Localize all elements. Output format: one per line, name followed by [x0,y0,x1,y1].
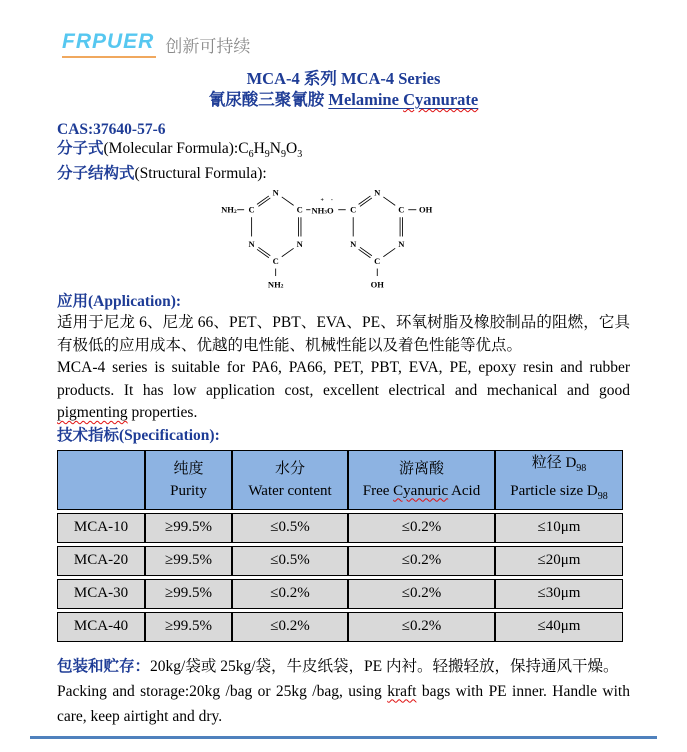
spec-value-cell: ≤20μm [495,546,623,576]
spec-header-empty [57,450,145,510]
atom-n: N [374,187,381,198]
spec-row [57,612,623,642]
spec-header-acid: 游离酸 Free Cyanuric Acid [348,450,495,510]
charge-minus: - [330,197,333,204]
atom-n: N [296,239,303,250]
spec-table-body [57,513,623,642]
atom-c: C [248,204,255,215]
brand-tagline: 创新可持续 [165,37,251,56]
atom-n: N [272,187,279,198]
spec-value-cell: ≤30μm [495,579,623,609]
spec-grade-cell: MCA-20 [57,546,145,576]
molecular-formula-line: 分子式(Molecular $Formula):C_6H_9N_9O_3$ [57,140,303,161]
packing-text-zh: 包装和贮存：20kg/袋或 25kg/袋，牛皮纸袋，PE 内衬。轻搬轻放，保持通风干燥。 [57,657,619,675]
atom-n: N [248,239,255,250]
group-nh3o: $NH_3O$ [311,205,334,216]
spec-row [57,579,623,609]
spec-grade-cell: MCA-10 [57,513,145,543]
spellcheck-word: kraft [387,682,417,700]
spec-value-cell: ≤0.2% [232,579,348,609]
spec-value-cell: ≤0.2% [348,612,495,642]
spec-value-cell: ≤0.5% [232,513,348,543]
spec-value-cell: ≤0.5% [232,546,348,576]
charge-plus: + [320,197,324,204]
brand-logo: FRPUER [62,30,156,58]
atom-n: N [350,239,357,250]
structural-formula-diagram [207,183,447,291]
molecular-formula: $C_6H_9N_9O_3$ [238,140,303,161]
structural-formula-line: 分子结构式(Structural Formula): [57,165,267,183]
spellcheck-word: Cyanuric [393,482,449,499]
spec-header-row [57,450,623,510]
spec-value-cell: ≤40μm [495,612,623,642]
title-zh: 氰尿酸三聚氰胺 [208,90,329,109]
spec-row [57,546,623,576]
spec-grade-cell: MCA-30 [57,579,145,609]
title-line-1: MCA-4 系列 MCA-4 Series [246,69,441,88]
application-text-en: MCA-4 series is suitable for PA6, PA66, PET, PBT, EVA, PE, epoxy resin and rubber products. It has low application cost, excellent electrical and mechanical and good pigmenting properties. [57,359,630,422]
spec-value-cell: ≥99.5% [145,612,232,642]
title-en: Melamine Cyanurate [328,90,479,109]
application-heading: 应用(Application): [57,293,182,311]
spec-grade-cell: MCA-40 [57,612,145,642]
atom-n: N [398,239,405,250]
atom-c: C [398,204,405,215]
spec-value-cell: ≥99.5% [145,546,232,576]
packing-text-en: Packing and storage:20kg /bag or 25kg /bag, using kraft bags with PE inner. Handle with care, keep airtight and dry. [57,682,630,725]
group-nh2: $NH_2$ [221,204,237,215]
spec-header-size: 粒径 $D_{98}$ Particle size $D_{98}$ [495,450,623,510]
footer-rule [30,736,657,739]
spec-value-cell: ≥99.5% [145,513,232,543]
spellcheck-word: Cyanurate [403,90,479,109]
spec-value-cell: ≤0.2% [348,579,495,609]
spec-row [57,513,623,543]
logo [62,0,630,58]
spec-value-cell: ≤0.2% [348,513,495,543]
atom-c: C [296,204,303,215]
spec-header-water: 水分 Water content [232,450,348,510]
title-line-2 [57,89,630,110]
spec-value-cell: ≤10μm [495,513,623,543]
atom-c: C [374,256,381,267]
group-oh: OH [418,204,433,215]
specification-table [57,447,623,645]
spec-header-purity: 纯度 Purity [145,450,232,510]
spec-value-cell: ≤0.2% [348,546,495,576]
page-title [57,68,630,110]
cas-number: CAS:37640-57-6 [57,121,166,138]
atom-c: C [350,204,357,215]
spec-value-cell: ≤0.2% [232,612,348,642]
group-oh: OH [370,279,384,290]
spec-value-cell: ≥99.5% [145,579,232,609]
group-nh2: $NH_2$ [267,279,284,290]
spellcheck-word: pigmenting [57,404,128,422]
application-text-zh: 适用于尼龙 6、尼龙 66、PET、PBT、EVA、PE、环氧树脂及橡胶制品的阻燃，它具有极低的应用成本、优越的电性能、机械性能以及着色性能等优点。 [57,314,630,354]
atom-c: C [272,256,279,267]
specification-heading: 技术指标(Specification): [57,426,220,444]
